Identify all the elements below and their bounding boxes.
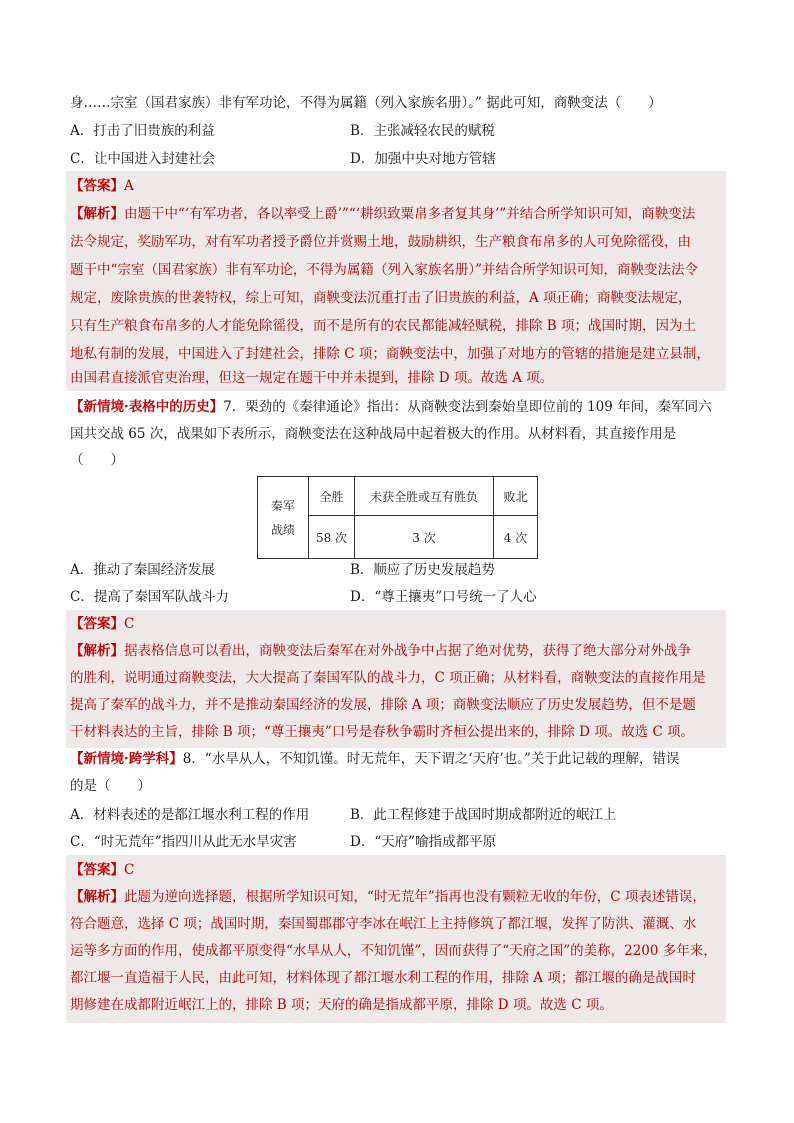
q8-analysis-label: 【解析】	[70, 889, 124, 905]
q8-analysis-line-5: 期修建在成都附近岷江上的，排除 B 项；天府的确是指成都平原，排除 D 项。故选 C 项。	[70, 997, 613, 1013]
q7-answer-value: C	[124, 616, 135, 632]
q8-analysis-line-3: 运等多方面的作用，使成都平原变得“水旱从人，不知饥馑”，因而获得了“天府之国”的美称，2200 多年来，	[70, 943, 717, 959]
table-row-header: 秦军 战绩	[258, 477, 309, 559]
table-header-defeat: 败北	[494, 477, 538, 516]
q8-option-b: B．此工程修建于战国时期成都附近的岷江上	[350, 807, 617, 823]
q6-analysis-label: 【解析】	[70, 206, 124, 222]
q6-option-b: B．主张减轻农民的赋税	[350, 123, 495, 139]
q7-analysis-line-2: 的胜利，说明通过商鞅变法，大大提高了秦国军队的战斗力，C 项正确；从材料看，商鞅变法的直接作用是	[70, 670, 706, 686]
table-header-partial: 未获全胜或互有胜负	[355, 477, 494, 516]
q7-analysis-line-1: 【解析】据表格信息可以看出，商鞅变法后秦军在对外战争中占据了绝对优势，获得了绝大部分对外战争	[70, 643, 691, 659]
q8-analysis-line-1: 【解析】此题为逆向选择题，根据所学知识可知，“时无荒年”指再也没有颗粒无收的年份，C 项表述错误，	[70, 889, 706, 905]
q7-stem-line-3: （ ）	[70, 452, 124, 468]
q6-analysis-line-4: 规定，废除贵族的世袭特权，综上可知，商鞅变法沉重打击了旧贵族的利益，A 项正确；商鞅变法规定，	[70, 290, 692, 306]
q8-analysis-line-4: 都江堰一直造福于人民，由此可知，材料体现了都江堰水利工程的作用，排除 A 项；都江堰的确是战国时	[70, 970, 696, 986]
q7-answer-label: 【答案】	[70, 616, 124, 632]
q8-option-d: D．“天府”喻指成都平原	[350, 834, 497, 850]
q7-analysis-label: 【解析】	[70, 643, 124, 659]
q7-analysis-line-4: 干材料表达的主旨，排除 B 项；“尊王攘夷”口号是春秋争霸时齐桓公提出来的，排除 D 项。故选 C 项。	[70, 724, 695, 740]
q6-answer	[70, 172, 134, 200]
table-value-partial: 3 次	[355, 516, 494, 559]
q8-answer	[70, 856, 134, 884]
q6-answer-label: 【答案】	[70, 178, 124, 194]
q8-answer-label: 【答案】	[70, 862, 124, 878]
q6-stem-tail: 身……宗室（国君家族）非有军功论，不得为属籍（列入家族名册）。” 据此可知，商鞅变法（ ）	[70, 95, 662, 111]
q6-analysis-line-2: 法令规定，奖励军功，对有军功者授予爵位并赏赐土地，鼓励耕织，生产粮食布帛多的人可免除徭役，由	[70, 234, 691, 250]
q7-answer	[70, 610, 134, 638]
q6-analysis-line-6: 地私有制的发展，中国进入了封建社会，排除 C 项；商鞅变法中，加强了对地方的管辖的措施是建立县制，	[70, 346, 710, 362]
battle-results-table	[257, 476, 538, 559]
q8-option-c: C．“时无荒年”指四川从此无水旱灾害	[70, 834, 297, 850]
q6-analysis-line-1: 【解析】由题干中“‘有军功者，各以率受上爵’”“‘耕织致粟帛多者复其身’”并结合所学知识可知，商鞅变法	[70, 206, 696, 222]
q7-option-b: B．顺应了历史发展趋势	[350, 562, 495, 578]
q7-stem-line-2: 国共交战 65 次，战果如下表所示，商鞅变法在这种战局中起着极大的作用。从材料看，其直接作用是	[70, 426, 677, 442]
q7-option-d: D．“尊王攘夷”口号统一了人心	[350, 589, 537, 605]
q6-analysis-line-3: 题干中“宗室（国君家族）非有军功论，不得为属籍（列入家族名册）”并结合所学知识可知，商鞅变法法令	[70, 262, 699, 278]
q6-option-d: D．加强中央对地方管辖	[350, 151, 496, 167]
q8-tag: 【新情境·跨学科】	[70, 751, 183, 767]
q6-analysis-line-7: 由国君直接派官吏治理，但这一规定在题干中并未提到，排除 D 项。故选 A 项。	[70, 370, 554, 386]
q8-option-a: A．材料表述的是都江堰水利工程的作用	[70, 807, 310, 823]
q6-option-a: A．打击了旧贵族的利益	[70, 123, 215, 139]
q7-stem-line-1: 【新情境·表格中的历史】7．栗劲的《秦律通论》指出：从商鞅变法到秦始皇即位前的 109 年间，秦军同六	[70, 399, 712, 415]
q7-option-c: C．提高了秦国军队战斗力	[70, 589, 229, 605]
table-value-defeat: 4 次	[494, 516, 538, 559]
q7-tag: 【新情境·表格中的历史】	[70, 399, 224, 415]
q8-analysis-line-2: 符合题意，选择 C 项；战国时期，秦国蜀郡郡守李冰在岷江上主持修筑了都江堰，发挥了防洪、灌溉、水	[70, 916, 697, 932]
q7-analysis-line-3: 提高了秦军的战斗力，并不是推动秦国经济的发展，排除 A 项；商鞅变法顺应了历史发展趋势，但不是题	[70, 697, 696, 713]
q6-answer-value: A	[124, 178, 134, 194]
q6-option-c: C．让中国进入封建社会	[70, 151, 216, 167]
q8-answer-value: C	[124, 862, 135, 878]
table-header-full-win: 全胜	[309, 477, 355, 516]
q8-stem-line-1: 【新情境·跨学科】8．“水旱从人，不知饥馑。时无荒年，天下谓之‘天府’也。”关于此记载的理解，错误	[70, 751, 680, 767]
q8-stem-line-2: 的是（ ）	[70, 778, 151, 794]
q6-analysis-line-5: 只有生产粮食布帛多的人才能免除徭役，而不是所有的农民都能减轻赋税，排除 B 项；战国时期，因为土	[70, 318, 697, 334]
table-value-full-win: 58 次	[309, 516, 355, 559]
q7-option-a: A．推动了秦国经济发展	[70, 562, 215, 578]
